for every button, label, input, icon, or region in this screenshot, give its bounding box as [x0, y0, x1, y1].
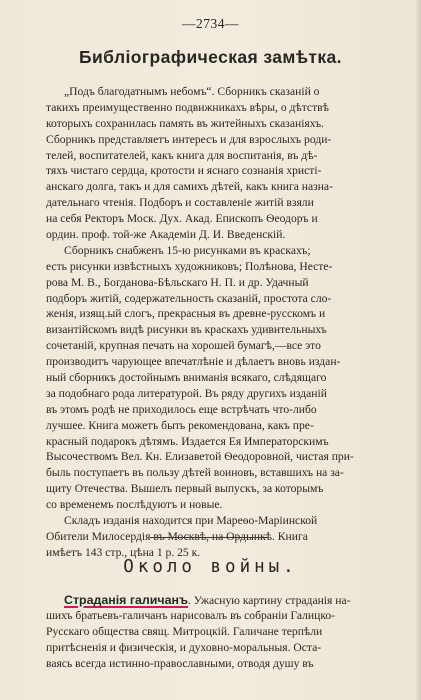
- review-line: Обители Милосердія въ Москвѣ, на Ордынкѣ. Книга: [46, 529, 308, 543]
- review-line: имѣетъ 143 стр., цѣна 1 р. 25 к.: [46, 545, 201, 559]
- review-line: лучшее. Книга можетъ быть рекомендована, какъ пре-: [46, 418, 314, 432]
- review-text: [46, 84, 388, 561]
- review-line: которыхъ сохранилась память въ житейныхъ сказаніяхъ.: [46, 116, 325, 130]
- bibliography-heading: Библіографическая замѣтка.: [79, 47, 342, 67]
- review-line: за подобнаго рода литературой. Въ ряду другихъ изданій: [46, 386, 327, 400]
- review-line: телей, воспитателей, какъ книга для воспитанія, въ дѣ-: [46, 148, 318, 162]
- review-line: дательнаго чтенія. Подборъ и составленіе житій взяли: [46, 196, 314, 210]
- section-title: Около войны.: [123, 557, 298, 577]
- review-line: византійскомъ видѣ рисунки въ краскахъ удивительныхъ: [46, 323, 327, 337]
- article-lead-term: Страданія галичанъ: [64, 593, 188, 607]
- review-line: есть рисунки извѣстныхъ художниковъ; Полѣнова, Несте-: [46, 259, 333, 273]
- review-line: Высочествомъ Вел. Кн. Елизаветой Ѳеодоровной, чистая при-: [46, 450, 354, 464]
- article-first-line: [46, 592, 392, 608]
- article-line: шихъ братьевъ-галичанъ нарисовалъ въ собраніи Галицко-: [46, 608, 336, 622]
- review-line: производитъ чарующее впечатлѣніе и дѣлаетъ вновь издан-: [46, 355, 341, 369]
- review-line: ордин. проф. той-же Академіи Д. И. Введенскій.: [46, 228, 286, 242]
- review-line: ный сборникъ достойнымъ вниманія всякаго, слѣдящаго: [46, 371, 327, 385]
- review-line: анскаго долга, такъ и для самихъ дѣтей, какъ книга назна-: [46, 180, 333, 194]
- review-line: на себя Ректоръ Моск. Дух. Акад. Епископъ Ѳеодоръ и: [46, 212, 318, 226]
- review-line: щиту Отечества. Вышелъ первый выпускъ, за которымъ: [46, 482, 324, 496]
- article-text: [46, 592, 392, 671]
- article-line: притѣсненія и физическія, и духовно-моральныя. Оста-: [46, 640, 322, 654]
- review-line: въ этомъ родѣ не приходилось еще встрѣчать что-либо: [46, 402, 317, 416]
- article-line: ваясь всегда истинно-православными, отводя душу въ: [46, 656, 314, 670]
- review-line: подборъ житій, содержательность сказаній, простота сло-: [46, 291, 332, 305]
- page-spine-shadow: [415, 0, 421, 700]
- review-line: Складъ изданія находится при Мареѳо-Маріинской: [64, 514, 318, 528]
- review-line: женія, изящ.ый слогъ, прекрасныя въ древне-русскомъ и: [46, 307, 326, 321]
- review-line: Сборникъ представляетъ интересъ и для взрослыхъ роди-: [46, 132, 332, 146]
- article-line: Русскаго общества свящ. Митроцкій. Галичане терпѣли: [46, 624, 323, 638]
- review-line: такихъ преимущественно подвижникахъ вѣры, о дѣтствѣ: [46, 100, 329, 114]
- section-divider: [150, 537, 268, 538]
- review-line: сочетаній, крупная печать на хорошей бумагѣ,—все это: [46, 339, 321, 353]
- review-line: рова М. В., Богданова-Бѣльскаго Н. П. и др. Удачный: [46, 275, 309, 289]
- review-line: „Подъ благодатнымъ небомъ“. Сборникъ сказаній о: [64, 85, 320, 98]
- review-line: тяхъ чистаго сердца, кротости и яснаго сознанія христі-: [46, 164, 322, 178]
- review-line: Сборникъ снабженъ 15-ю рисунками въ краскахъ;: [64, 243, 311, 257]
- article-first-line-rest: . Ужасную картину страданія на-: [187, 594, 351, 607]
- page-number: —2734—: [182, 16, 239, 31]
- review-line: быль поступаетъ въ пользу дѣтей воиновъ, вставшихъ на за-: [46, 466, 344, 480]
- review-line: красный подарокъ дѣтямъ. Издается Ея Императорскимъ: [46, 434, 329, 448]
- review-line: со временемъ послѣдуютъ и новые.: [46, 498, 223, 512]
